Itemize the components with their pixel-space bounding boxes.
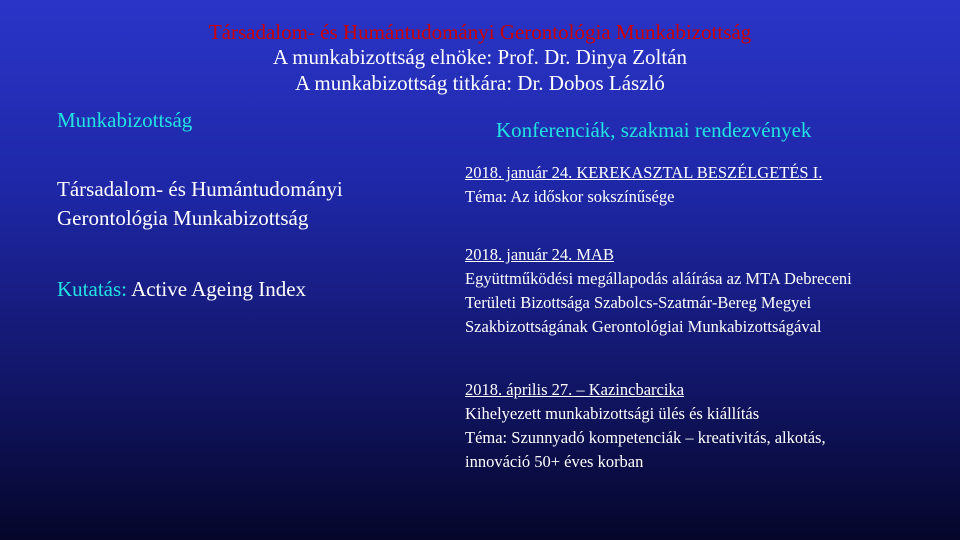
committee-name-line-1: Társadalom- és Humántudományi — [57, 177, 343, 201]
slide-header — [0, 20, 960, 96]
event-item — [465, 161, 945, 209]
event-detail: Szakbizottságának Gerontológiai Munkabizottságával — [465, 317, 822, 336]
research-value: Active Ageing Index — [126, 277, 307, 301]
committee-name-line-2: Gerontológia Munkabizottság — [57, 206, 309, 230]
event-heading: 2018. január 24. MAB — [465, 245, 614, 264]
event-detail: Területi Bizottsága Szabolcs-Szatmár-Bereg Megyei — [465, 293, 812, 312]
event-detail: Téma: Az időskor sokszínűsége — [465, 187, 675, 206]
event-detail: Együttműködési megállapodás aláírása az MTA Debreceni — [465, 269, 852, 288]
chair-line: A munkabizottság elnöke: Prof. Dr. Dinya Zoltán — [272, 45, 688, 69]
event-heading: 2018. január 24. KEREKASZTAL BESZÉLGETÉS I. — [465, 163, 823, 182]
secretary-line: A munkabizottság titkára: Dr. Dobos László — [295, 71, 665, 95]
research-label: Kutatás: — [57, 277, 127, 301]
left-column-heading: Munkabizottság — [57, 108, 193, 132]
event-item — [465, 243, 945, 339]
event-item — [465, 378, 945, 474]
slide-title: Társadalom- és Humántudományi Gerontológia Munkabizottság — [208, 20, 752, 44]
committee-name — [57, 175, 457, 233]
event-heading: 2018. április 27. – Kazincbarcika — [465, 380, 685, 399]
research-item — [57, 275, 457, 304]
right-column-heading: Konferenciák, szakmai rendezvények — [496, 118, 812, 142]
event-detail: innováció 50+ éves korban — [465, 452, 644, 471]
event-detail: Téma: Szunnyadó kompetenciák – kreativitás, alkotás, — [465, 428, 826, 447]
event-detail: Kihelyezett munkabizottsági ülés és kiállítás — [465, 404, 760, 423]
